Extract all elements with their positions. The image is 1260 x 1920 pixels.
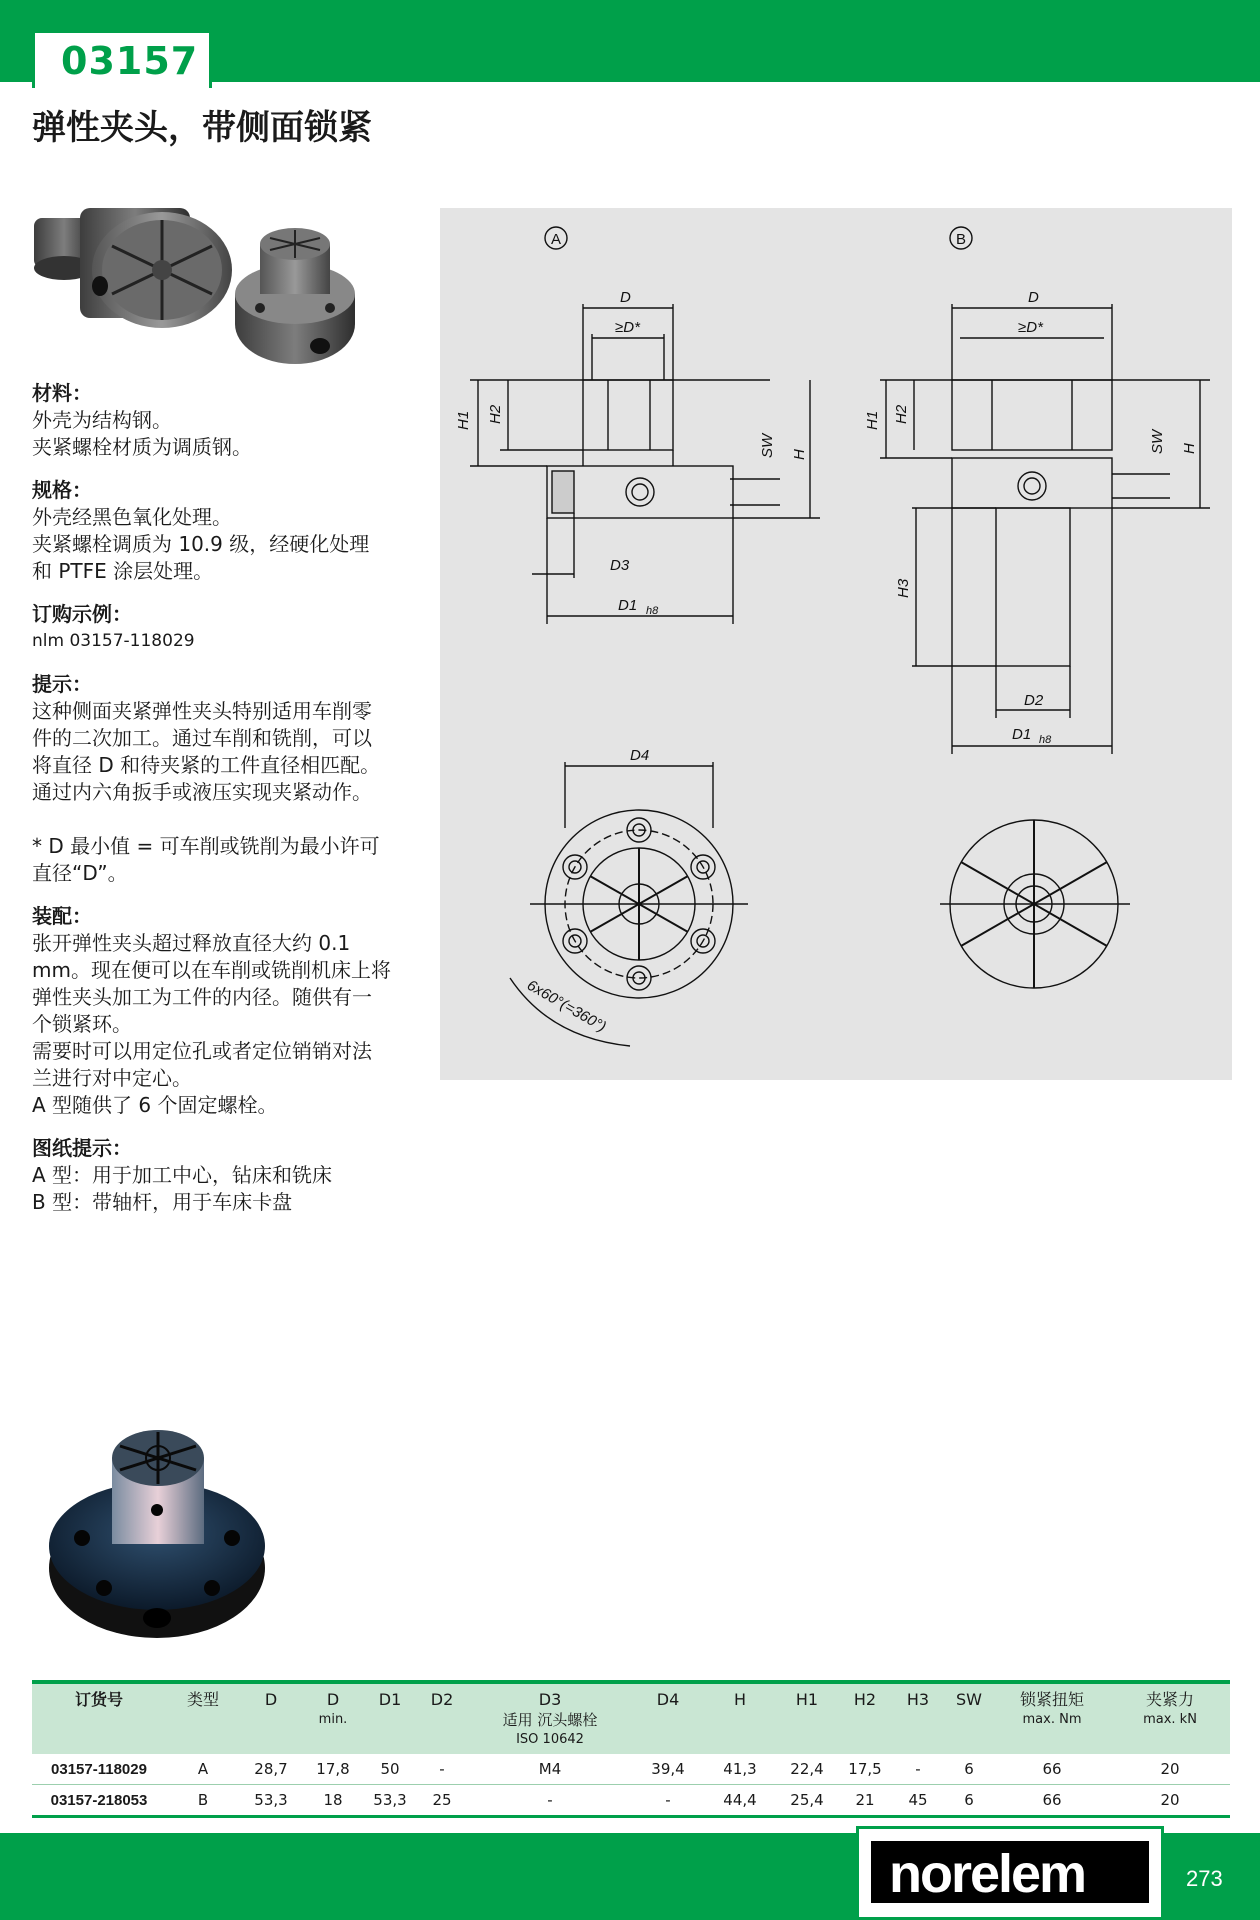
assembly-heading: 装配： [32,904,92,928]
material-line: 外壳为结构钢。 [32,408,172,432]
cell: 03157-118029 [32,1754,166,1785]
col-header: H [733,1690,747,1709]
label-b: B [956,231,967,248]
col-header: D1 [378,1690,402,1709]
drawing-hint-line: A 型：用于加工中心，钻床和铣床 [32,1163,333,1187]
table-header-row [32,1682,1230,1754]
hint-note: * D 最小值 = 可车削或铣削为最小许可 [32,834,380,858]
cell: 6 [944,1754,994,1785]
product-code-box [32,30,212,88]
hint-heading: 提示： [32,672,92,696]
col-header: D3 适用 沉头螺栓 ISO 10642 [502,1690,598,1747]
specification-table [32,1680,1230,1818]
assembly-line: 需要时可以用定位孔或者定位销销对法 [32,1039,372,1063]
cell: 6 [944,1785,994,1817]
cell: 44,4 [704,1785,776,1817]
dim-h-b: H [1181,443,1198,454]
assembly-line: 兰进行对中定心。 [32,1066,192,1090]
cell: 03157-218053 [32,1785,166,1817]
hint-line: 将直径 D 和待夹紧的工件直径相匹配。 [32,753,381,777]
assembly-line: 张开弹性夹头超过释放直径大约 0.1 [32,931,351,955]
cell: 66 [994,1785,1110,1817]
dim-d-a: D [620,289,631,306]
spec-line: 和 PTFE 涂层处理。 [32,559,214,583]
dim-h8-a: h8 [646,605,659,617]
cell: 25,4 [776,1785,838,1817]
label-a: A [551,231,562,248]
assembly-line: 弹性夹头加工为工件的内径。随供有一 [32,985,372,1009]
col-header: D min. [318,1690,348,1727]
dim-d4: D4 [630,747,650,764]
col-header: H3 [906,1690,930,1709]
page-number: 273 [1186,1866,1223,1891]
cell: M4 [468,1754,632,1785]
cell: 17,5 [838,1754,892,1785]
assembly-line: mm。现在便可以在车削或铣削机床上将 [32,958,391,982]
dim-dmin-b: ≥D* [1018,319,1043,336]
hint-note: 直径“D”。 [32,861,128,885]
cell: - [892,1754,944,1785]
assembly-line: A 型随供了 6 个固定螺栓。 [32,1093,278,1117]
logo-text: norelem [889,1844,1086,1904]
dim-d1-a: D1 [618,597,638,614]
dim-d-b: D [1028,289,1039,306]
technical-drawing [440,208,1232,1080]
assembly-line: 个锁紧环。 [32,1012,132,1036]
order-heading: 订购示例： [32,602,132,626]
col-header: SW [956,1690,982,1709]
cell: 53,3 [240,1785,302,1817]
col-header: 锁紧扭矩 max. Nm [1019,1690,1084,1727]
cell: 50 [364,1754,416,1785]
dim-sw-b: SW [1149,429,1166,454]
material-heading: 材料： [32,381,92,405]
cell: 39,4 [632,1754,704,1785]
cell: 20 [1110,1785,1230,1817]
cell: - [416,1754,468,1785]
brand-logo [856,1826,1164,1920]
dim-h2-b: H2 [893,404,910,424]
cell: A [166,1754,240,1785]
col-header: H1 [795,1690,819,1709]
dim-h3: H3 [895,578,912,598]
hint-line: 通过内六角扳手或液压实现夹紧动作。 [32,780,372,804]
product-photo-bottom [42,1418,272,1648]
hint-line: 这种侧面夹紧弹性夹头特别适用车削零 [32,699,372,723]
cell: B [166,1785,240,1817]
cell: 18 [302,1785,364,1817]
dim-dmin-a: ≥D* [615,319,640,336]
col-header: D2 [430,1690,454,1709]
product-code: 03157 [61,39,199,83]
col-header: H2 [853,1690,877,1709]
cell: 25 [416,1785,468,1817]
material-line: 夹紧螺栓材质为调质钢。 [32,435,252,459]
dim-h1-a: H1 [455,410,472,430]
dim-d3: D3 [610,557,630,574]
dim-d2: D2 [1024,692,1044,709]
cell: 45 [892,1785,944,1817]
col-header: 订货号 [74,1690,123,1709]
dim-angle: 6x60°(=360°) [524,976,609,1036]
dim-h2-a: H2 [487,404,504,424]
cell: 20 [1110,1754,1230,1785]
spec-line: 夹紧螺栓调质为 10.9 级，经硬化处理 [32,532,370,556]
cell: - [632,1785,704,1817]
product-photo-top [30,198,360,378]
cell: - [468,1785,632,1817]
table-row [32,1754,1230,1785]
col-header: D4 [656,1690,680,1709]
cell: 21 [838,1785,892,1817]
hint-line: 件的二次加工。通过车削和铣削，可以 [32,726,372,750]
order-example: nlm 03157-118029 [32,631,195,651]
col-header: D [264,1690,278,1709]
drawing-hint-line: B 型：带轴杆，用于车床卡盘 [32,1190,293,1214]
cell: 41,3 [704,1754,776,1785]
cell: 28,7 [240,1754,302,1785]
table-row [32,1785,1230,1817]
logo-background [871,1841,1149,1903]
col-header: 夹紧力 max. kN [1143,1690,1197,1727]
dim-h8-b: h8 [1039,734,1052,746]
cell: 17,8 [302,1754,364,1785]
dim-d1-b: D1 [1012,726,1032,743]
drawing-hint-heading: 图纸提示： [32,1136,132,1160]
spec-heading: 规格： [32,478,92,502]
page-title: 弹性夹头，带侧面锁紧 [32,108,372,148]
cell: 66 [994,1754,1110,1785]
description-column [32,380,432,1216]
cell: 53,3 [364,1785,416,1817]
dim-h1-b: H1 [864,410,881,430]
spec-line: 外壳经黑色氧化处理。 [32,505,232,529]
col-header: 类型 [186,1690,219,1709]
cell: 22,4 [776,1754,838,1785]
dim-sw-a: SW [759,433,776,458]
dim-h-a: H [791,449,808,460]
